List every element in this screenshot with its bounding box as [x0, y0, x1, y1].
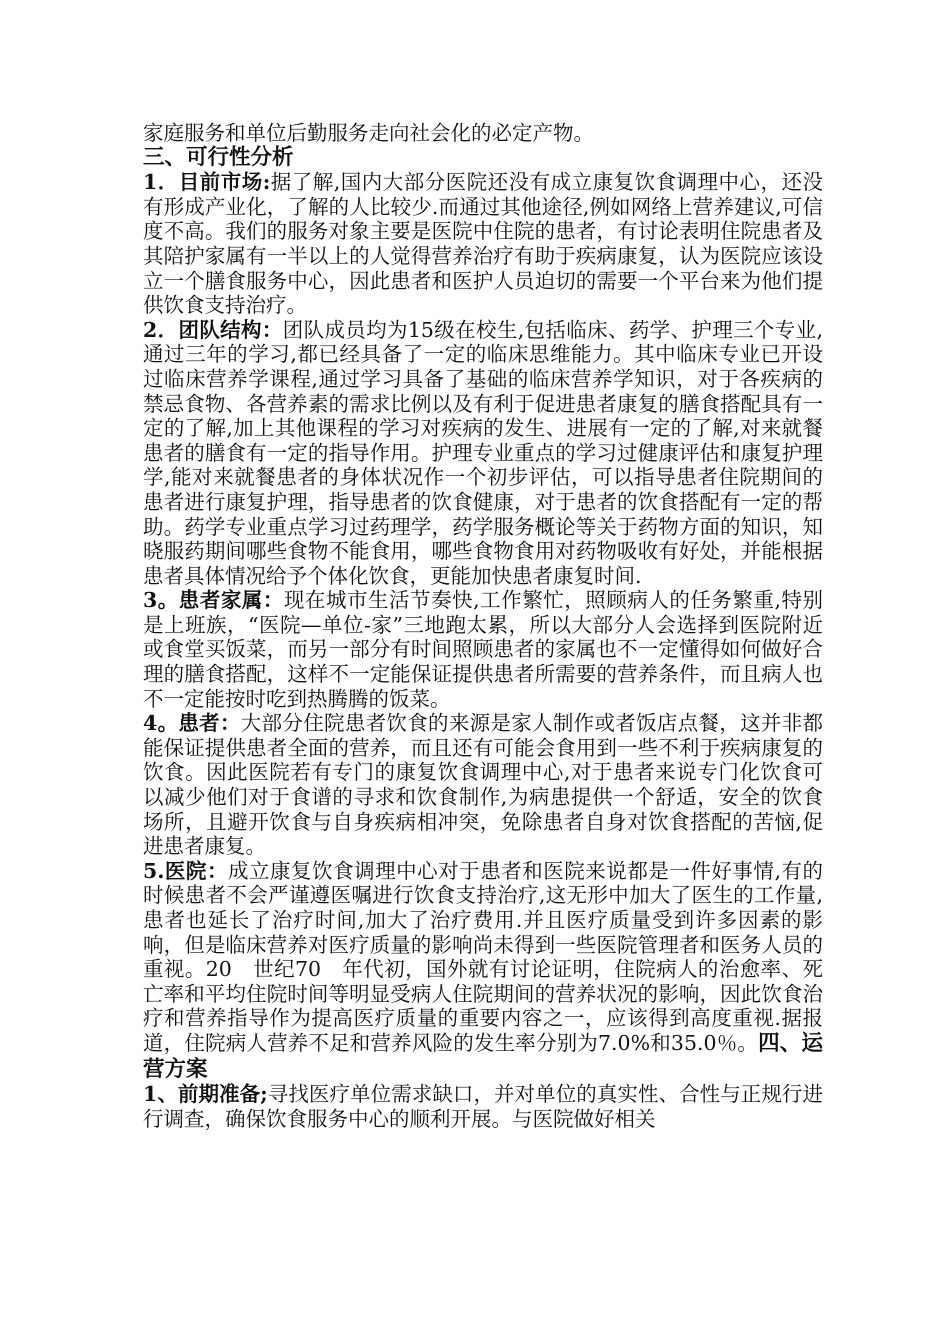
section-heading-feasibility: 三、可行性分析: [143, 144, 294, 170]
paragraph-patient: [143, 711, 823, 859]
document-body: [143, 121, 823, 1131]
paragraph-team-text: 团队成员均为15级在校生,包括临床、药学、护理三个专业,通过三年的学习,都已经具备了一定的临床思维能力。其中临床专业已开设过临床营养学课程,通过学习具备了基础的临床营养学知识，对于各疾病的禁忌食物、各营养素的需求比例以及有利于促进患者康复的膳食搭配具有一定的了解,加上其他课程的学习对疾病的发生、进展有一定的了解,对来就餐患者的膳食有一定的指导作用。护理专业重点的学习过健康评估和康复护理学,能对来就餐患者的身体状况作一个初步评估，可以指导患者住院期间的患者进行康复护理，指导患者的饮食健康，对于患者的饮食搭配有一定的帮助。药学专业重点学习过药理学，药学服务概论等关于药物方面的知识，知晓服药期间哪些食物不能食用，哪些食物食用对药物吸收有好处，并能根据患者具体情况给予个体化饮食，更能加快患者康复时间.: [143, 317, 823, 588]
paragraph-family-text: 现在城市生活节奏快,工作繁忙，照顾病人的任务繁重,特别是上班族，“医院—单位-家”三地跑太累，所以大部分人会选择到医院附近或食堂买饭菜，而另一部分有时间照顾患者的家属也不一定懂得如何做好合理的膳食搭配，这样不一定能保证提供患者所需要的营养条件，而且病人也不一定能按时吃到热腾腾的饭菜。: [143, 588, 824, 711]
paragraph-market-label: 1．目前市场:: [143, 170, 271, 195]
paragraph-market-text: 据了解,国内大部分医院还没有成立康复饮食调理中心，还没有形成产业化，了解的人比较少.而通过其他途径,例如网络上营养建议,可信度不高。我们的服务对象主要是医院中住院的患者，有讨论表明住院患者及其陪护家属有一半以上的人觉得营养治疗有助于疾病康复，认为医院应该设立一个膳食服务中心，因此患者和医护人员迫切的需要一个平台来为他们提供饮食支持治疗。: [143, 170, 823, 318]
paragraph-team: [143, 318, 823, 589]
paragraph-patient-text: 大部分住院患者饮食的来源是家人制作或者饭店点餐，这并非都能保证提供患者全面的营养，而且还有可能会食用到一些不利于疾病康复的饮食。因此医院若有专门的康复饮食调理中心,对于患者来说专门化饮食可以减少他们对于食谱的寻求和饮食制作,为病患提供一个舒适，安全的饮食场所，且避开饮食与自身疾病相冲突，免除患者自身对饮食搭配的苦恼,促进患者康复。: [143, 711, 824, 859]
paragraph-preparation-label: 1、前期准备;: [143, 1082, 268, 1107]
intro-tail-paragraph: 家庭服务和单位后勤服务走向社会化的必定产物。: [143, 121, 594, 145]
paragraph-hospital: [143, 859, 823, 1082]
paragraph-preparation-text: 寻找医疗单位需求缺口，并对单位的真实性、合性与正规行进行调查，确保饮食服务中心的顺利开展。与医院做好相关: [143, 1082, 823, 1131]
paragraph-hospital-label: 5.医院：: [143, 858, 228, 883]
paragraph-market: [143, 170, 823, 318]
paragraph-family-label: 3。患者家属：: [143, 588, 284, 613]
paragraph-patient-label: 4。患者：: [143, 711, 241, 736]
paragraph-family: [143, 588, 823, 711]
paragraph-team-label: 2．团队结构：: [143, 317, 283, 342]
paragraph-preparation: [143, 1082, 823, 1131]
section-heading-operation: 四、运营方案: [143, 1030, 823, 1082]
paragraph-hospital-text: 成立康复饮食调理中心对于患者和医院来说都是一件好事情,有的时候患者不会严谨遵医嘱进行饮食支持治疗,这无形中加大了医生的工作量,患者也延长了治疗时间,加大了治疗费用.并且医疗质量受到许多因素的影响，但是临床营养对医疗质量的影响尚未得到一些医院管理者和医务人员的重视。20 世纪70 年代初，国外就有讨论证明，住院病人的治愈率、死亡率和平均住院时间等明显受病人住院期间的营养状况的影响，因此饮食治疗和营养指导作为提高医疗质量的重要内容之一，应该得到高度重视.据报道，住院病人营养不足和营养风险的发生率分别为7.0%和35.0％。: [143, 858, 824, 1055]
